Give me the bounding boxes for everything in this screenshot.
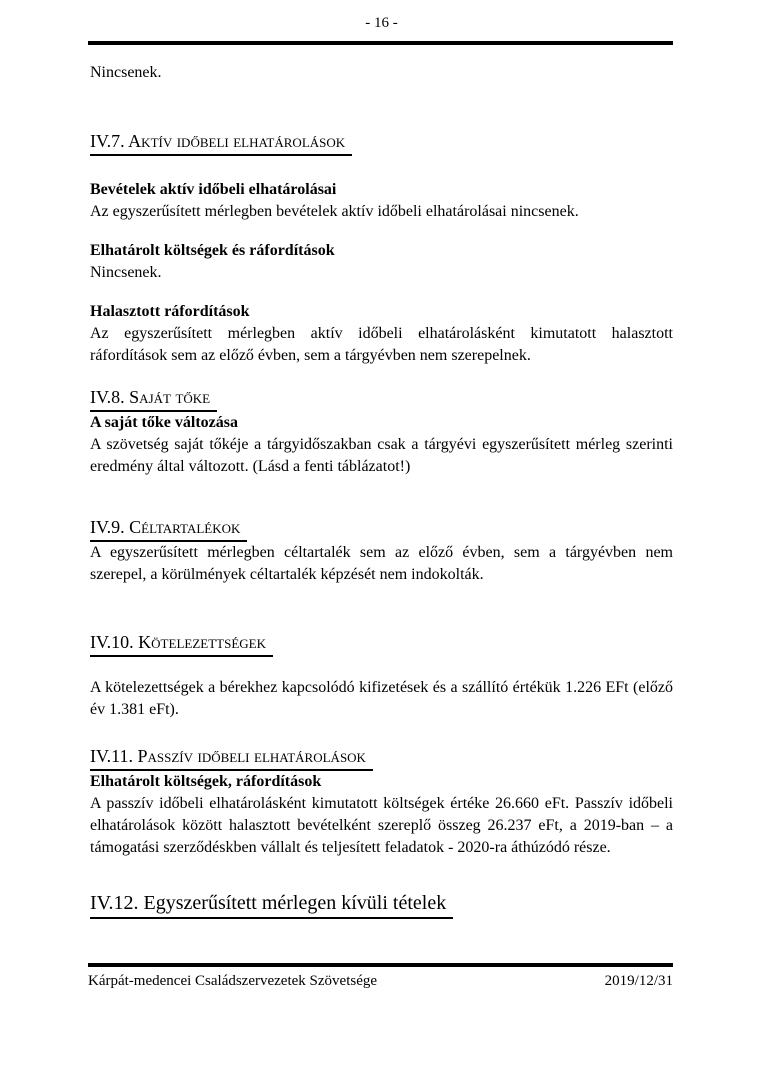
section-iv-8 [90,385,673,478]
paragraph: A passzív időbeli elhatárolásként kimutatott költségek értéke 26.660 eFt. Passzív időbeli elhatárolások között halasztott bevételként szereplő összeg 26.237 eFt, a 2019-ban – a támogatási szerződéskben vállalt és teljesített feladatok - 2020-ra áthúzódó része. [90,795,673,856]
paragraph: A egyszerűsített mérlegben céltartalék sem az előző évben, sem a tárgyévben nem szerepel, a körülmények céltartalék képzését nem indokolták. [90,544,673,583]
section-heading [90,744,673,771]
footer-date: 2019/12/31 [604,973,673,989]
footer-row [88,967,673,991]
subheading: A saját tőke változása [90,414,238,431]
paragraph: Az egyszerűsített mérlegben aktív időbeli elhatárolásként kimutatott halasztott ráfordítások sem az előző évben, sem a tárgyévben nem szerepelnek. [90,325,673,364]
section-heading [90,630,673,657]
subheading: Elhatárolt költségek és ráfordítások [90,242,335,259]
paragraph: A kötelezettségek a bérekhez kapcsolódó kifizetések és a szállító értékük 1.226 EFt (előző év 1.381 eFt). [90,679,673,718]
section-heading [90,890,673,919]
paragraph: A szövetség saját tőkéje a tárgyidőszakban csak a tárgyévi egyszerűsített mérleg szerinti eredmény által változott. (Lásd a fenti táblázatot!) [90,436,673,475]
section-heading [90,385,673,412]
section-iv-7 [90,129,673,367]
section-iv-11 [90,744,673,859]
footer-organization: Kárpát-medencei Családszervezetek Szövetsége [88,973,378,989]
header-divider [88,41,673,45]
paragraph: Az egyszerűsített mérlegben bevételek aktív időbeli elhatárolásai nincsenek. [90,203,579,220]
section-heading-text: IV.12. Egyszerűsített mérlegen kívüli tételek [90,890,453,919]
subheading: Halasztott ráfordítások [90,303,250,320]
section-heading [90,129,673,156]
section-heading-text: IV.8. Saját tőke [90,385,217,412]
section-iv-9 [90,515,673,586]
page-content [0,62,763,919]
page-number: - 16 - [365,15,398,31]
section-heading [90,515,673,542]
subheading: Bevételek aktív időbeli elhatárolásai [90,181,337,198]
section-heading-text: IV.9. Céltartalékok [90,515,247,542]
section-heading-text: IV.11. Passzív időbeli elhatárolások [90,744,373,771]
section-heading-text: IV.7. Aktív időbeli elhatárolások [90,129,352,156]
page-footer [88,963,673,991]
section-heading-text: IV.10. Kötelezettségek [90,630,273,657]
section-iv-10 [90,630,673,721]
leading-paragraph: Nincsenek. [90,64,162,81]
section-iv-12 [90,890,673,919]
paragraph: Nincsenek. [90,264,162,281]
subheading: Elhatárolt költségek, ráfordítások [90,773,322,790]
